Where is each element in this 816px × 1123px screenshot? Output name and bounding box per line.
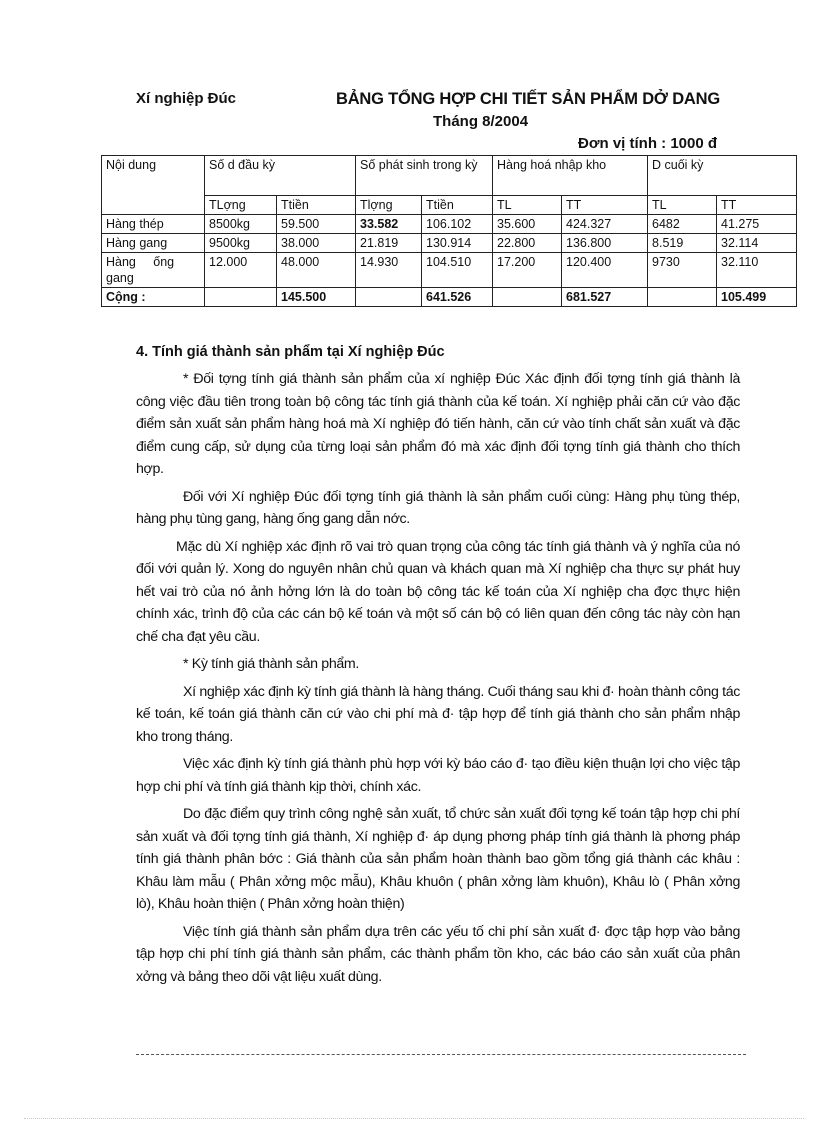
- table-cell: 32.110: [717, 253, 797, 288]
- table-cell: [493, 288, 562, 307]
- sub-header: TL: [648, 196, 717, 215]
- page-bottom-border: [24, 1118, 804, 1119]
- table-cell: 8.519: [648, 234, 717, 253]
- company-name: Xí nghiệp Đúc: [136, 90, 237, 107]
- table-cell: 32.114: [717, 234, 797, 253]
- sub-header: TT: [717, 196, 797, 215]
- table-group-header-row: [102, 156, 797, 196]
- paragraph: Việc xác định kỳ tính giá thành phù hợp với kỳ báo cáo đ· tạo điều kiện thuận lợi cho việc tập hợp chi phí và tính giá thành kịp thời, chính xác.: [136, 756, 740, 795]
- table-cell: 33.582: [356, 215, 422, 234]
- paragraph: Đối với Xí nghiệp Đúc đối tợng tính giá thành là sản phẩm cuối cùng: Hàng phụ tùng thép, hàng phụ tùng gang, hàng ống gang dẫn nớc.: [136, 488, 740, 527]
- row-label: Hàng thép: [102, 215, 205, 234]
- sub-header: Ttiền: [277, 196, 356, 215]
- table-sub-header-row: [102, 196, 797, 215]
- table-row: [102, 215, 797, 234]
- table-cell: 14.930: [356, 253, 422, 288]
- table-cell: 145.500: [277, 288, 356, 307]
- row-label: Hàng gang: [102, 234, 205, 253]
- table-cell: 106.102: [422, 215, 493, 234]
- table-cell: [356, 288, 422, 307]
- paragraph: * Kỳ tính giá thành sản phẩm.: [183, 656, 359, 672]
- table-cell: 9730: [648, 253, 717, 288]
- footer-divider: [136, 1054, 746, 1055]
- total-label: Cộng :: [102, 288, 205, 307]
- header-incurred: Số phát sinh trong kỳ: [356, 156, 493, 196]
- table-cell: 9500kg: [205, 234, 277, 253]
- sub-header: TLợng: [205, 196, 277, 215]
- table-cell: 48.000: [277, 253, 356, 288]
- sub-header: Ttiền: [422, 196, 493, 215]
- table-cell: [205, 288, 277, 307]
- table-cell: 59.500: [277, 215, 356, 234]
- table-cell: 130.914: [422, 234, 493, 253]
- document-period: Tháng 8/2004: [433, 113, 529, 130]
- row-label: Hàng ống gang: [102, 253, 205, 288]
- document-title: BẢNG TỔNG HỢP CHI TIẾT SẢN PHẨM DỞ DANG: [336, 90, 720, 108]
- section-heading: 4. Tính giá thành sản phẩm tại Xí nghiệp Đúc: [136, 344, 445, 360]
- sub-header: TL: [493, 196, 562, 215]
- table-cell: 105.499: [717, 288, 797, 307]
- table-cell: 38.000: [277, 234, 356, 253]
- paragraph: Mặc dù Xí nghiệp xác định rõ vai trò quan trọng của công tác tính giá thành và ý nghĩa của nó đối với quản lý. Xong do nguyên nhân chủ quan và khách quan mà Xí nghiệp cha thực sự phát huy hết vai trò của nó ảnh hởng lớn là do toàn bộ công tác kế toán của Xí nghiệp cha đợc thực hiện chính xác, trình độ của các cán bộ kế toán và một số cán bộ có liên quan đến công tác này còn hạn chế cha đạt yêu cầu.: [136, 538, 740, 645]
- table-total-row: [102, 288, 797, 307]
- unit-of-measure: Đơn vị tính : 1000 đ: [578, 135, 718, 152]
- table-cell: 641.526: [422, 288, 493, 307]
- table-cell: 120.400: [562, 253, 648, 288]
- table-cell: 12.000: [205, 253, 277, 288]
- paragraph: Việc tính giá thành sản phẩm dựa trên các yếu tố chi phí sản xuất đ· đợc tập hợp vào bảng tập hợp chi phí tính giá thành sản phẩm, các thành phẩm tồn kho, các báo cáo sản xuất của phân xởng và bảng theo dõi vật liệu xuất dùng.: [136, 923, 740, 985]
- header-opening-balance: Số d đầu kỳ: [205, 156, 356, 196]
- header-closing-balance: D cuối kỳ: [648, 156, 797, 196]
- table-cell: 17.200: [493, 253, 562, 288]
- table-cell: 104.510: [422, 253, 493, 288]
- table-cell: [648, 288, 717, 307]
- sub-header: Tlợng: [356, 196, 422, 215]
- table-cell: 136.800: [562, 234, 648, 253]
- table-cell: 8500kg: [205, 215, 277, 234]
- table-cell: 424.327: [562, 215, 648, 234]
- table-cell: 681.527: [562, 288, 648, 307]
- header-warehouse-receipt: Hàng hoá nhập kho: [493, 156, 648, 196]
- table-cell: 21.819: [356, 234, 422, 253]
- paragraph: Xí nghiệp xác định kỳ tính giá thành là hàng tháng. Cuối tháng sau khi đ· hoàn thành công tác kế toán, kế toán giá thành căn cứ vào chi phí mà đ· tập hợp để tính giá thành cho sản phẩm nhập kho trong tháng.: [136, 683, 740, 745]
- wip-summary-table: [101, 155, 797, 307]
- sub-header: TT: [562, 196, 648, 215]
- header-content: Nội dung: [102, 156, 205, 215]
- table-row: [102, 253, 797, 288]
- table-row: [102, 234, 797, 253]
- body-text: [136, 368, 740, 993]
- table-cell: 41.275: [717, 215, 797, 234]
- table-cell: 22.800: [493, 234, 562, 253]
- paragraph: * Đối tợng tính giá thành sản phẩm của xí nghiệp Đúc Xác định đối tợng tính giá thành là công việc đầu tiên trong toàn bộ công tác tính giá thành của kế toán. Xí nghiệp phải căn cứ vào đặc điểm sản xuất sản phẩm hàng hoá mà Xí nghiệp đó tiến hành, căn cứ vào tính chất sản xuất và đặc điểm cung cấp, sử dụng của từng loại sản phẩm đó mà xác định đối tợng tính giá thành cho thích hợp.: [136, 371, 740, 477]
- table-cell: 6482: [648, 215, 717, 234]
- paragraph: Do đặc điểm quy trình công nghệ sản xuất, tổ chức sản xuất đối tợng kế toán tập hợp chi phí sản xuất và đối tợng tính giá thành, Xí nghiệp đ· áp dụng phơng pháp tính giá thành là phơng pháp tính giá thành phân bớc : Giá thành của sản phẩm hoàn thành bao gồm tổng giá thành các khâu : Khâu làm mẫu ( Phân xởng mộc mẫu), Khâu khuôn ( phân xởng làm khuôn), Khâu lò ( Phân xởng lò), Khâu hoàn thiện ( Phân xởng hoàn thiện): [136, 806, 740, 912]
- table-cell: 35.600: [493, 215, 562, 234]
